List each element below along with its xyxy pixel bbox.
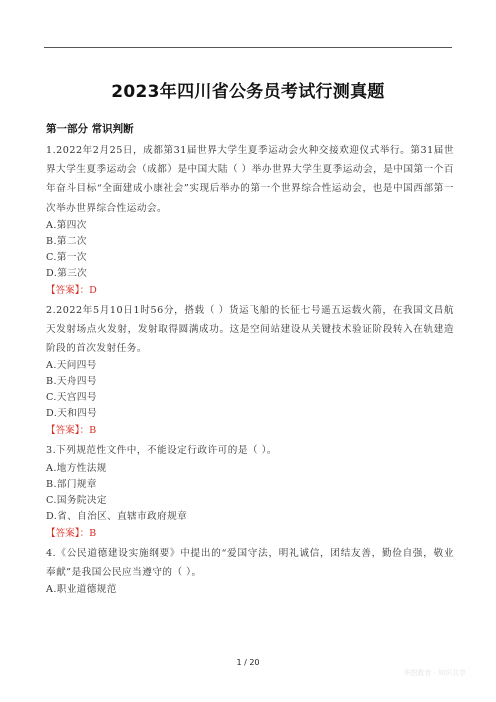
option: A.职业道德规范 <box>46 584 117 596</box>
option: B.部门规章 <box>46 478 97 490</box>
option: D.第三次 <box>46 267 88 279</box>
document-title: 2023年四川省公务员考试行测真题 <box>111 82 385 102</box>
section-heading: 第一部分 常识判断 <box>46 123 134 135</box>
question-stem: 3.下列规范性文件中，不能设定行政许可的是（ ）。 <box>46 445 277 457</box>
question-4 <box>46 544 454 598</box>
option: D.天和四号 <box>46 408 98 420</box>
question-list <box>46 141 454 598</box>
watermark: 华图教育 · 知识共享 <box>403 669 466 677</box>
answer-label: 【答案】：D <box>46 284 97 296</box>
option: A.天问四号 <box>46 360 97 372</box>
option: B.天舟四号 <box>46 376 97 388</box>
option: A.第四次 <box>46 219 87 231</box>
option: C.第一次 <box>46 251 87 263</box>
option: C.国务院决定 <box>46 494 107 506</box>
answer-label: 【答案】：B <box>46 425 97 437</box>
option: D.省、自治区、直辖市政府规章 <box>46 510 188 522</box>
question-stem: 2.2022年5月10日1时56分，搭载（ ）货运飞船的长征七号遥五运载火箭，在我国文昌航天发射场点火发射，发射取得圆满成功。这是空间站建设从关键技术验证阶段转入在轨建造阶段的首次发射任务。 <box>46 304 454 355</box>
answer-label: 【答案】：B <box>46 527 97 539</box>
question-1 <box>46 141 454 299</box>
option: C.天宫四号 <box>46 392 97 404</box>
question-stem: 1.2022年2月25日，成都第31届世界大学生夏季运动会火种交接欢迎仪式举行。第31届世界大学生夏季运动会（成都）是中国大陆（ ）举办世界大学生夏季运动会，是中国第一个百年奋斗目标“全面建成小康社会”实现后举办的第一个世界综合性运动会，也是中国西部第一次举办世界综合性运动会。 <box>46 145 454 214</box>
option: B.第二次 <box>46 235 87 247</box>
header-rule <box>44 47 452 48</box>
question-stem: 4.《公民道德建设实施纲要》中提出的“爱国守法，明礼诚信，团结友善，勤俭自强，敬业奉献”是我国公民应当遵守的（ ）。 <box>46 547 454 578</box>
question-2 <box>46 301 454 440</box>
option: A.地方性法规 <box>46 462 107 474</box>
question-3 <box>46 441 454 541</box>
page-number: 1 / 20 <box>236 658 260 667</box>
